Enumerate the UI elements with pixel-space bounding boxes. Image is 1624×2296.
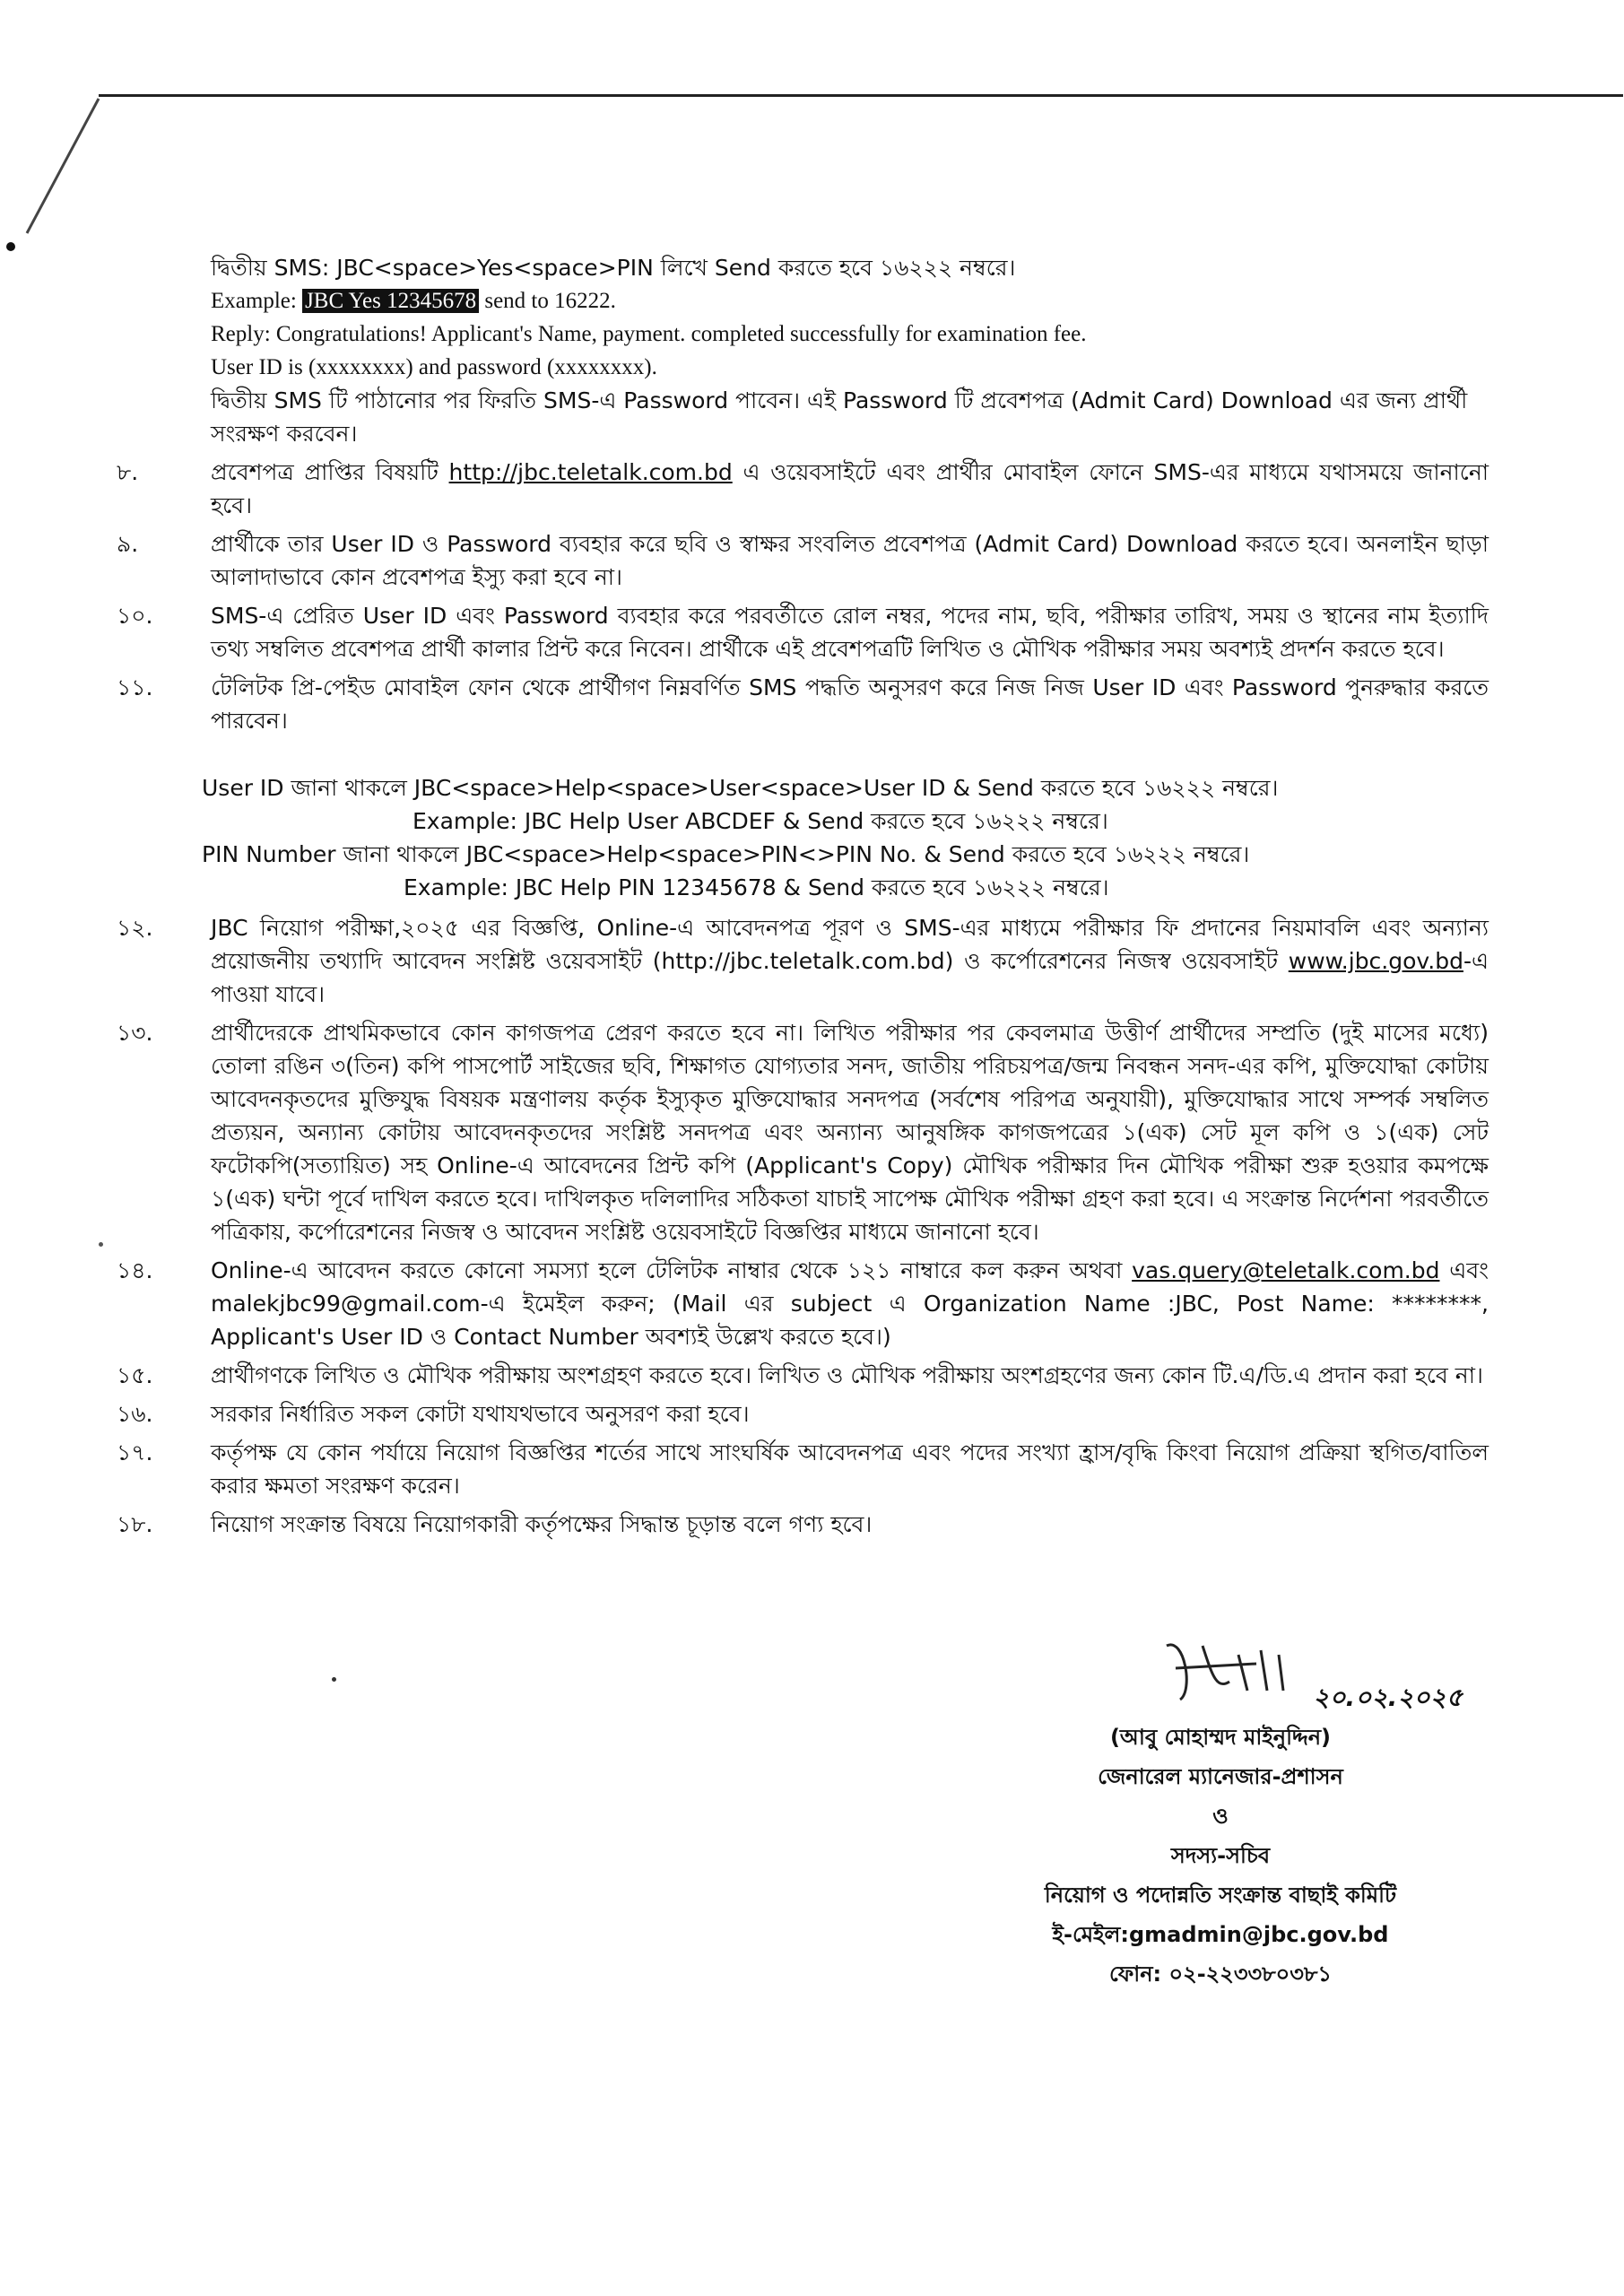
item-number: ১৬. xyxy=(117,1401,153,1427)
item-number: ১৩. xyxy=(117,1020,153,1046)
item-text: টেলিটক প্রি-পেইড মোবাইল ফোন থেকে প্রার্থীগণ নিম্নবর্ণিত SMS পদ্ধতি অনুসরণ করে নিজ নিজ User ID এবং Password পুনরুদ্ধার করতে পারবেন। xyxy=(211,674,1489,734)
item-text: JBC নিয়োগ পরীক্ষা,২০২৫ এর বিজ্ঞপ্তি, Online-এ আবেদনপত্র পূরণ ও SMS-এর মাধ্যমে পরীক্ষার ফি প্রদানের নিয়মাবলি এবং অন্যান্য প্রয়োজনীয় তথ্যাদি আবেদন সংশ্লিষ্ট ওয়েবসাইট (http://jbc.teletalk.com.bd) ও কর্পোরেশনের নিজস্ব ওয়েবসাইট xyxy=(211,915,1489,974)
sms-line: দ্বিতীয় SMS: JBC<space>Yes<space>PIN লিখে Send করতে হবে ১৬২২২ নম্বরে। xyxy=(211,255,1016,281)
item-text: এ ওয়েবসাইটে এবং প্রার্থীর মোবাইল ফোনে SMS-এর মাধ্যমে যথাসময়ে জানানো হবে। xyxy=(211,459,1489,518)
item-text: প্রবেশপত্র প্রাপ্তির বিষয়টি xyxy=(211,459,439,485)
item-text: নিয়োগ সংক্রান্ত বিষয়ে নিয়োগকারী কর্তৃপক্ষের সিদ্ধান্ত চূড়ান্ত বলে গণ্য হবে। xyxy=(211,1511,873,1537)
support-email-link[interactable]: vas.query@teletalk.com.bd xyxy=(1132,1257,1440,1283)
list-item xyxy=(117,599,1489,665)
sms-example xyxy=(211,284,1489,317)
item-number: ১৭. xyxy=(117,1439,153,1465)
signature-block xyxy=(969,1628,1472,1994)
item-text: এবং malekjbc99@gmail.com-এ ইমেইল করুন; (Mail এর subject এ Organization Name :JBC, Post Name: ********, Applicant's User ID ও Contact Number অবশ্যই উল্লেখ করতে হবে।) xyxy=(211,1257,1489,1350)
item-number: ১১. xyxy=(117,674,153,700)
signatory-phone: ফোন: ০২-২২৩৩৮০৩৮১ xyxy=(1108,1961,1333,1987)
signatory-name: (আবু মোহাম্মদ মাইনুদ্দিন) xyxy=(1109,1725,1332,1750)
stray-dot xyxy=(99,1242,103,1247)
item-text: Online-এ আবেদন করতে কোনো সমস্যা হলে টেলিটক নাম্বার থেকে ১২১ নাম্বারে কল করুন অথবা xyxy=(211,1257,1123,1283)
item-text: প্রার্থীদেরকে প্রাথমিকভাবে কোন কাগজপত্র প্রেরণ করতে হবে না। লিখিত পরীক্ষার পর কেবলমাত্র উত্তীর্ণ প্রার্থীদের সম্প্রতি (দুই মাসের মধ্যে) তোলা রঙিন ৩(তিন) কপি পাসপোর্ট সাইজের ছবি, শিক্ষাগত যোগ্যতার সনদ, জাতীয় পরিচয়পত্র/জন্ম নিবন্ধন সনদ-এর কপি, মুক্তিযোদ্ধা কোটায় আবেদনকৃতদের মুক্তিযুদ্ধ বিষয়ক মন্ত্রণালয় কর্তৃক ইস্যুকৃত মুক্তিযোদ্ধার সনদপত্র (সর্বশেষ পরিপত্র অনুযায়ী), মুক্তিযোদ্ধার সাথে সম্পর্ক সম্বলিত প্রত্যয়ন, অন্যান্য কোটায় আবেদনকৃতদের সংশ্লিষ্ট সনদপত্র এবং অন্যান্য আনুষঙ্গিক কাগজপত্রের ১(এক) সেট মূল কপি ও ১(এক) সেট ফটোকপি(সত্যায়িত) সহ Online-এ আবেদনের প্রিন্ট কপি (Applicant's Copy) মৌখিক পরীক্ষার দিন মৌখিক পরীক্ষা শুরু হওয়ার কমপক্ষে ১(এক) ঘন্টা পূর্বে দাখিল করতে হবে। দাখিলকৃত দলিলাদির সঠিকতা যাচাই সাপেক্ষ মৌখিক পরীক্ষা গ্রহণ করা হবে। এ সংক্রান্ত নির্দেশনা পরবর্তীতে পত্রিকায়, কর্পোরেশনের নিজস্ব ও আবেদন সংশ্লিষ্ট ওয়েবসাইটে বিজ্ঞপ্তির মাধ্যমে জানানো হবে। xyxy=(211,1020,1489,1245)
signatory-role: সদস্য-সচিব xyxy=(1170,1843,1271,1868)
stray-dot xyxy=(332,1677,336,1682)
signature-date: ২০.০২.২০২৫ xyxy=(1313,1683,1463,1712)
top-border-line xyxy=(99,94,1623,97)
help-pin-example: Example: JBC Help PIN 12345678 & Send করতে হবে ১৬২২২ নম্বরে। xyxy=(404,874,1109,900)
help-userid-example: Example: JBC Help User ABCDEF & Send করতে হবে ১৬২২২ নম্বরে। xyxy=(413,808,1108,834)
item-number: ১৫. xyxy=(117,1362,153,1388)
list-item xyxy=(117,1397,1489,1431)
item-text: SMS-এ প্রেরিত User ID এবং Password ব্যবহার করে পরবর্তীতে রোল নম্বর, পদের নাম, ছবি, পরীক্ষার তারিখ, সময় ও স্থানের নাম ইত্যাদি তথ্য সম্বলিত প্রবেশপত্র প্রার্থী কালার প্রিন্ট করে নিবেন। প্রার্থীকে এই প্রবেশপত্রটি লিখিত ও মৌখিক পরীক্ষার সময় অবশ্যই প্রদর্শন করতে হবে। xyxy=(211,603,1489,662)
signatory-committee: নিয়োগ ও পদোন্নতি সংক্রান্ত বাছাই কমিটি xyxy=(1044,1883,1397,1908)
list-item xyxy=(117,1359,1489,1392)
scan-mark xyxy=(0,90,108,269)
signatory-email: ই-মেইল:gmadmin@jbc.gov.bd xyxy=(1052,1922,1389,1947)
item-number: ১০. xyxy=(117,603,153,629)
signatory-and: ও xyxy=(1212,1804,1229,1829)
item-number: ১২. xyxy=(117,915,153,941)
help-sms-block xyxy=(202,771,1489,904)
list-item xyxy=(117,1016,1489,1248)
item-number: ৮. xyxy=(117,459,139,485)
list-item xyxy=(117,1508,1489,1541)
list-item xyxy=(117,456,1489,522)
sms-instructions xyxy=(211,251,1489,450)
example-prefix: Example: xyxy=(211,289,297,313)
help-userid-line: User ID জানা থাকলে JBC<space>Help<space>User<space>User ID & Send করতে হবে ১৬২২২ নম্বরে। xyxy=(202,775,1279,801)
item-text: প্রার্থীকে তার User ID ও Password ব্যবহার করে ছবি ও স্বাক্ষর সংবলিত প্রবেশপত্র (Admit Card) Download করতে হবে। অনলাইন ছাড়া আলাদাভাবে কোন প্রবেশপত্র ইস্যু করা হবে না। xyxy=(211,531,1489,590)
help-pin-line: PIN Number জানা থাকলে JBC<space>Help<space>PIN<>PIN No. & Send করতে হবে ১৬২২২ নম্বরে। xyxy=(202,841,1250,867)
example-suffix: send to 16222. xyxy=(484,289,616,313)
item-number: ১৪. xyxy=(117,1257,153,1283)
signatory-title: জেনারেল ম্যানেজার-প্রশাসন xyxy=(1098,1764,1343,1789)
jbc-website-link[interactable]: www.jbc.gov.bd xyxy=(1288,948,1463,974)
item-text: -এ পাওয়া যাবে। xyxy=(211,948,1489,1007)
item-text: কর্তৃপক্ষ যে কোন পর্যায়ে নিয়োগ বিজ্ঞপ্তির শর্তের সাথে সাংঘর্ষিক আবেদনপত্র এবং পদের সংখ্যা হ্রাস/বৃদ্ধি কিংবা নিয়োগ প্রক্রিয়া স্থগিত/বাতিল করার ক্ষমতা সংরক্ষণ করেন। xyxy=(211,1439,1489,1499)
sms-note: দ্বিতীয় SMS টি পাঠানোর পর ফিরতি SMS-এ Password পাবেন। এই Password টি প্রবেশপত্র (Admit Card) Download এর জন্য প্রার্থী সংরক্ষণ করবেন। xyxy=(211,387,1468,447)
item-text: প্রার্থীগণকে লিখিত ও মৌখিক পরীক্ষায় অংশগ্রহণ করতে হবে। লিখিত ও মৌখিক পরীক্ষায় অংশগ্রহণের জন্য কোন টি.এ/ডি.এ প্রদান করা হবে না। xyxy=(211,1362,1483,1388)
list-item xyxy=(117,1254,1489,1353)
sms-userid: User ID is (xxxxxxxx) and password (xxxxxxxx). xyxy=(211,355,657,379)
teletalk-link[interactable]: http://jbc.teletalk.com.bd xyxy=(448,459,733,485)
example-code: JBC Yes 12345678 xyxy=(302,289,479,313)
sms-reply: Reply: Congratulations! Applicant's Name, payment. completed successfully for examination fee. xyxy=(211,322,1087,346)
list-item xyxy=(117,527,1489,594)
list-item xyxy=(117,911,1489,1011)
item-number: ৯. xyxy=(117,531,139,557)
item-text: সরকার নির্ধারিত সকল কোটা যথাযথভাবে অনুসরণ করা হবে। xyxy=(211,1401,750,1427)
signature-graphic xyxy=(969,1628,1472,1718)
item-number: ১৮. xyxy=(117,1511,153,1537)
document-body xyxy=(117,251,1489,1541)
list-item xyxy=(117,1436,1489,1502)
list-item xyxy=(117,671,1489,737)
